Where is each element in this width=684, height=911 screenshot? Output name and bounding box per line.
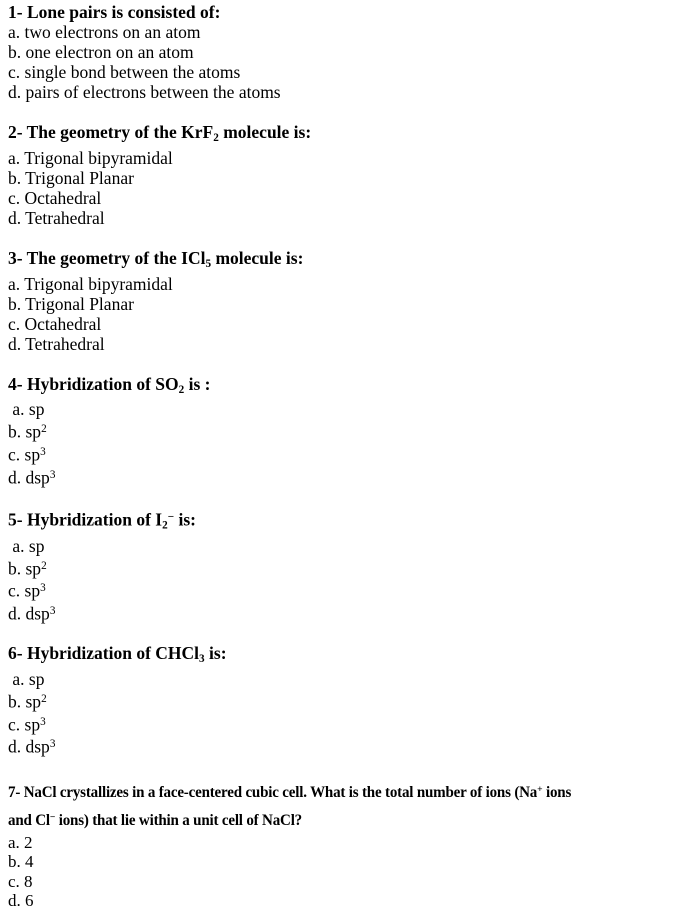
question-5-option-b [8, 556, 680, 579]
text-run: a. sp [8, 535, 45, 556]
superscript: − [49, 811, 56, 823]
text-run: ions) that lie within a unit cell of NaCl? [55, 811, 303, 829]
subscript: 2 [213, 131, 219, 144]
text-run: 4- Hybridization of SO [8, 373, 179, 394]
text-run: is: [174, 509, 196, 530]
text-run: is : [184, 373, 211, 394]
text-run: d. dsp [8, 736, 50, 757]
question-7-option-b [8, 852, 680, 872]
text-run: c. sp [8, 580, 41, 601]
text-run: b. sp [8, 558, 42, 579]
superscript: 2 [41, 693, 47, 706]
superscript: 3 [49, 738, 56, 751]
text-run: b. Trigonal Planar [8, 293, 134, 314]
question-4-option-a [8, 399, 680, 419]
text-run: is: [204, 643, 227, 664]
text-run: d. pairs of electrons between the atoms [8, 82, 281, 102]
question-6-option-d [8, 734, 680, 757]
text-run: 5- Hybridization of I [8, 509, 163, 530]
question-7-title-line-2 [8, 805, 660, 833]
question-3-title [8, 248, 680, 274]
text-run: d. dsp [8, 467, 50, 488]
text-run: a. sp [8, 669, 45, 690]
text-run: ions [542, 783, 572, 801]
question-2-option-b [8, 168, 680, 188]
question-1-option-c [8, 62, 680, 82]
question-7-option-d [8, 891, 680, 911]
text-run: b. Trigonal Planar [8, 167, 134, 188]
question-6 [8, 643, 680, 757]
question-7-title-line-1 [8, 777, 660, 805]
text-run: 7- NaCl crystallizes in a face-centered cubic cell. What is the total number of ions (Na [8, 783, 538, 801]
superscript: − [167, 511, 175, 524]
question-3-option-a [8, 274, 680, 294]
question-1-title [8, 2, 680, 22]
text-run: 3- The geometry of the ICl [8, 247, 206, 268]
text-run: b. one electron on an atom [8, 42, 194, 62]
question-3-option-d [8, 334, 680, 354]
text-run: molecule is: [218, 122, 312, 142]
text-run: a. sp [8, 399, 45, 420]
text-run: d. Tetrahedral [8, 207, 105, 228]
subscript: 5 [205, 257, 212, 270]
question-5-title [8, 507, 680, 535]
question-4-title [8, 374, 680, 400]
question-2-title [8, 122, 680, 148]
text-run: 1- Lone pairs is consisted of: [8, 2, 221, 22]
superscript: 3 [40, 582, 46, 595]
text-run: c. Octahedral [8, 313, 102, 334]
question-2-option-d [8, 208, 680, 228]
question-2 [8, 122, 680, 228]
superscript: 2 [41, 423, 47, 436]
text-run: molecule is: [211, 247, 304, 268]
question-5-option-c [8, 578, 680, 601]
question-3 [8, 248, 680, 354]
text-run: c. Octahedral [8, 187, 102, 208]
question-7 [8, 777, 680, 911]
question-5 [8, 507, 680, 623]
question-5-option-d [8, 601, 680, 624]
superscript: 3 [40, 715, 46, 728]
text-run: a. two electrons on an atom [8, 22, 201, 42]
superscript: 3 [49, 468, 56, 481]
text-run: c. sp [8, 714, 41, 735]
subscript: 3 [199, 653, 205, 666]
question-3-option-b [8, 294, 680, 314]
text-run: and Cl [8, 811, 50, 829]
superscript: 3 [49, 604, 56, 617]
text-run: b. 4 [8, 852, 34, 872]
question-2-option-a [8, 148, 680, 168]
text-run: a. Trigonal bipyramidal [8, 273, 173, 294]
superscript: 3 [40, 445, 46, 458]
subscript: 2 [162, 519, 168, 532]
question-5-option-a [8, 536, 680, 556]
question-7-option-a [8, 833, 680, 853]
question-2-option-c [8, 188, 680, 208]
question-4 [8, 374, 680, 488]
text-run: a. 2 [8, 832, 33, 852]
text-run: 6- Hybridization of CHCl [8, 643, 200, 664]
question-1-option-b [8, 42, 680, 62]
question-1-option-d [8, 82, 680, 102]
question-4-option-c [8, 442, 680, 465]
superscript: 2 [41, 559, 47, 572]
superscript: + [537, 783, 543, 795]
question-1 [8, 2, 680, 102]
question-4-option-b [8, 419, 680, 442]
question-1-option-a [8, 22, 680, 42]
text-run: 2- The geometry of the KrF [8, 122, 214, 142]
text-run: c. 8 [8, 871, 33, 891]
question-6-option-c [8, 712, 680, 735]
question-6-option-a [8, 669, 680, 689]
question-6-title [8, 643, 680, 669]
text-run: d. dsp [8, 603, 50, 624]
text-run: b. sp [8, 421, 42, 442]
question-6-option-b [8, 689, 680, 712]
question-3-option-c [8, 314, 680, 334]
subscript: 2 [178, 383, 185, 396]
text-run: b. sp [8, 691, 42, 712]
text-run: c. sp [8, 444, 41, 465]
text-run: d. 6 [8, 891, 34, 911]
text-run: d. Tetrahedral [8, 333, 105, 354]
text-run: c. single bond between the atoms [8, 62, 241, 82]
question-4-option-d [8, 465, 680, 488]
question-7-option-c [8, 872, 680, 892]
text-run: a. Trigonal bipyramidal [8, 147, 173, 168]
